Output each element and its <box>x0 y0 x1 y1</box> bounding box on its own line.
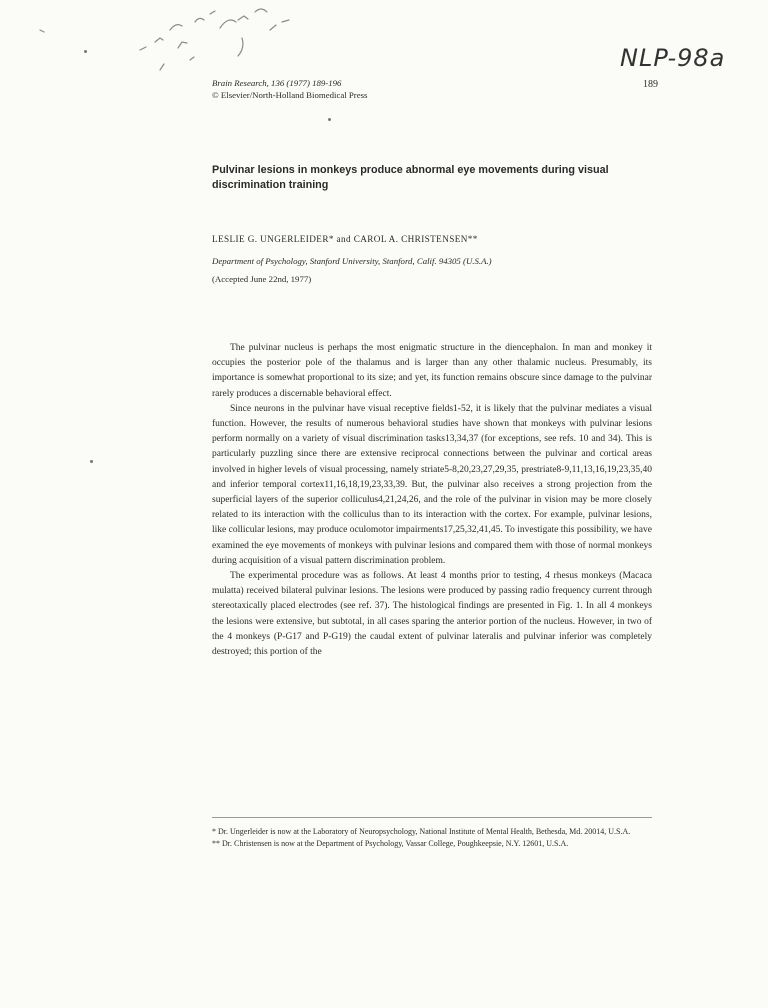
body-paragraph: Since neurons in the pulvinar have visual receptive fields1-52, it is likely that the pulvinar mediates a visual function. However, the results of numerous behavioral studies have shown that monkeys with pulvinar lesions perform normally on a variety of visual discrimination tasks13,34,37 (for exceptions, see refs. 10 and 34). This is particularly puzzling since there are extensive reciprocal connections between the pulvinar and cortical areas involved in higher levels of visual processing, namely striate5-8,20,23,27,29,35, prestriate8-9,11,13,16,19,23,35,40 and inferior temporal cortex11,16,18,19,23,33,39. But, the pulvinar also receives a strong projection from the superficial layers of the superior colliculus4,21,24,26, and the role of the pulvinar in vision may be more closely related to its interaction with the colliculus than to its interaction with the cortex. For example, pulvinar lesions, like collicular lesions, may produce oculomotor impairments17,25,32,41,45. To investigate this possibility, we have examined the eye movements of monkeys with pulvinar lesions and compared them with those of normal monkeys during acquisition of a visual pattern discrimination problem. <box>212 403 652 566</box>
article-body <box>212 341 652 660</box>
journal-citation: Brain Research, 136 (1977) 189-196 <box>212 78 342 88</box>
authors: LESLIE G. UNGERLEIDER* and CAROL A. CHRISTENSEN** <box>212 234 478 244</box>
footnote-divider <box>212 817 652 818</box>
journal-publisher: © Elsevier/North-Holland Biomedical Press <box>212 90 368 100</box>
margin-dot <box>84 50 87 53</box>
footnotes <box>212 826 652 849</box>
affiliation: Department of Psychology, Stanford University, Stanford, Calif. 94305 (U.S.A.) <box>212 256 492 266</box>
handwritten-annotation: NLP-98a <box>620 44 726 72</box>
footnote: * Dr. Ungerleider is now at the Laboratory of Neuropsychology, National Institute of Mental Health, Bethesda, Md. 20014, U.S.A. <box>212 827 631 836</box>
margin-dot <box>90 460 93 463</box>
margin-dot <box>328 118 331 121</box>
footnote: ** Dr. Christensen is now at the Department of Psychology, Vassar College, Poughkeepsie, N.Y. 12601, U.S.A. <box>212 838 569 848</box>
journal-header <box>212 77 367 101</box>
accepted-date: (Accepted June 22nd, 1977) <box>212 274 312 284</box>
article-title: Pulvinar lesions in monkeys produce abnormal eye movements during visual discrimination training <box>212 164 609 191</box>
page-number: 189 <box>643 79 658 90</box>
body-paragraph: The pulvinar nucleus is perhaps the most enigmatic structure in the diencephalon. In man and monkey it occupies the posterior pole of the thalamus and is larger than any other thalamic nucleus. Presumably, its importance is somewhat proportional to its size; and yet, its function remains obscure since damage to the pulvinar rarely produces a discernable behavioral effect. <box>212 343 652 399</box>
body-paragraph: The experimental procedure was as follows. At least 4 months prior to testing, 4 rhesus monkeys (Macaca mulatta) received bilateral pulvinar lesions. The lesions were produced by passing radio frequency current through stereotaxically placed electrodes (see ref. 37). The histological findings are presented in Fig. 1. In all 4 monkeys the lesions were extensive, but subtotal, in all cases sparing the anterior portion of the nucleus. However, in two of the 4 monkeys (P-G17 and P-G19) the caudal extent of pulvinar lateralis and pulvinar inferior was completely destroyed; this portion of the <box>212 571 652 658</box>
